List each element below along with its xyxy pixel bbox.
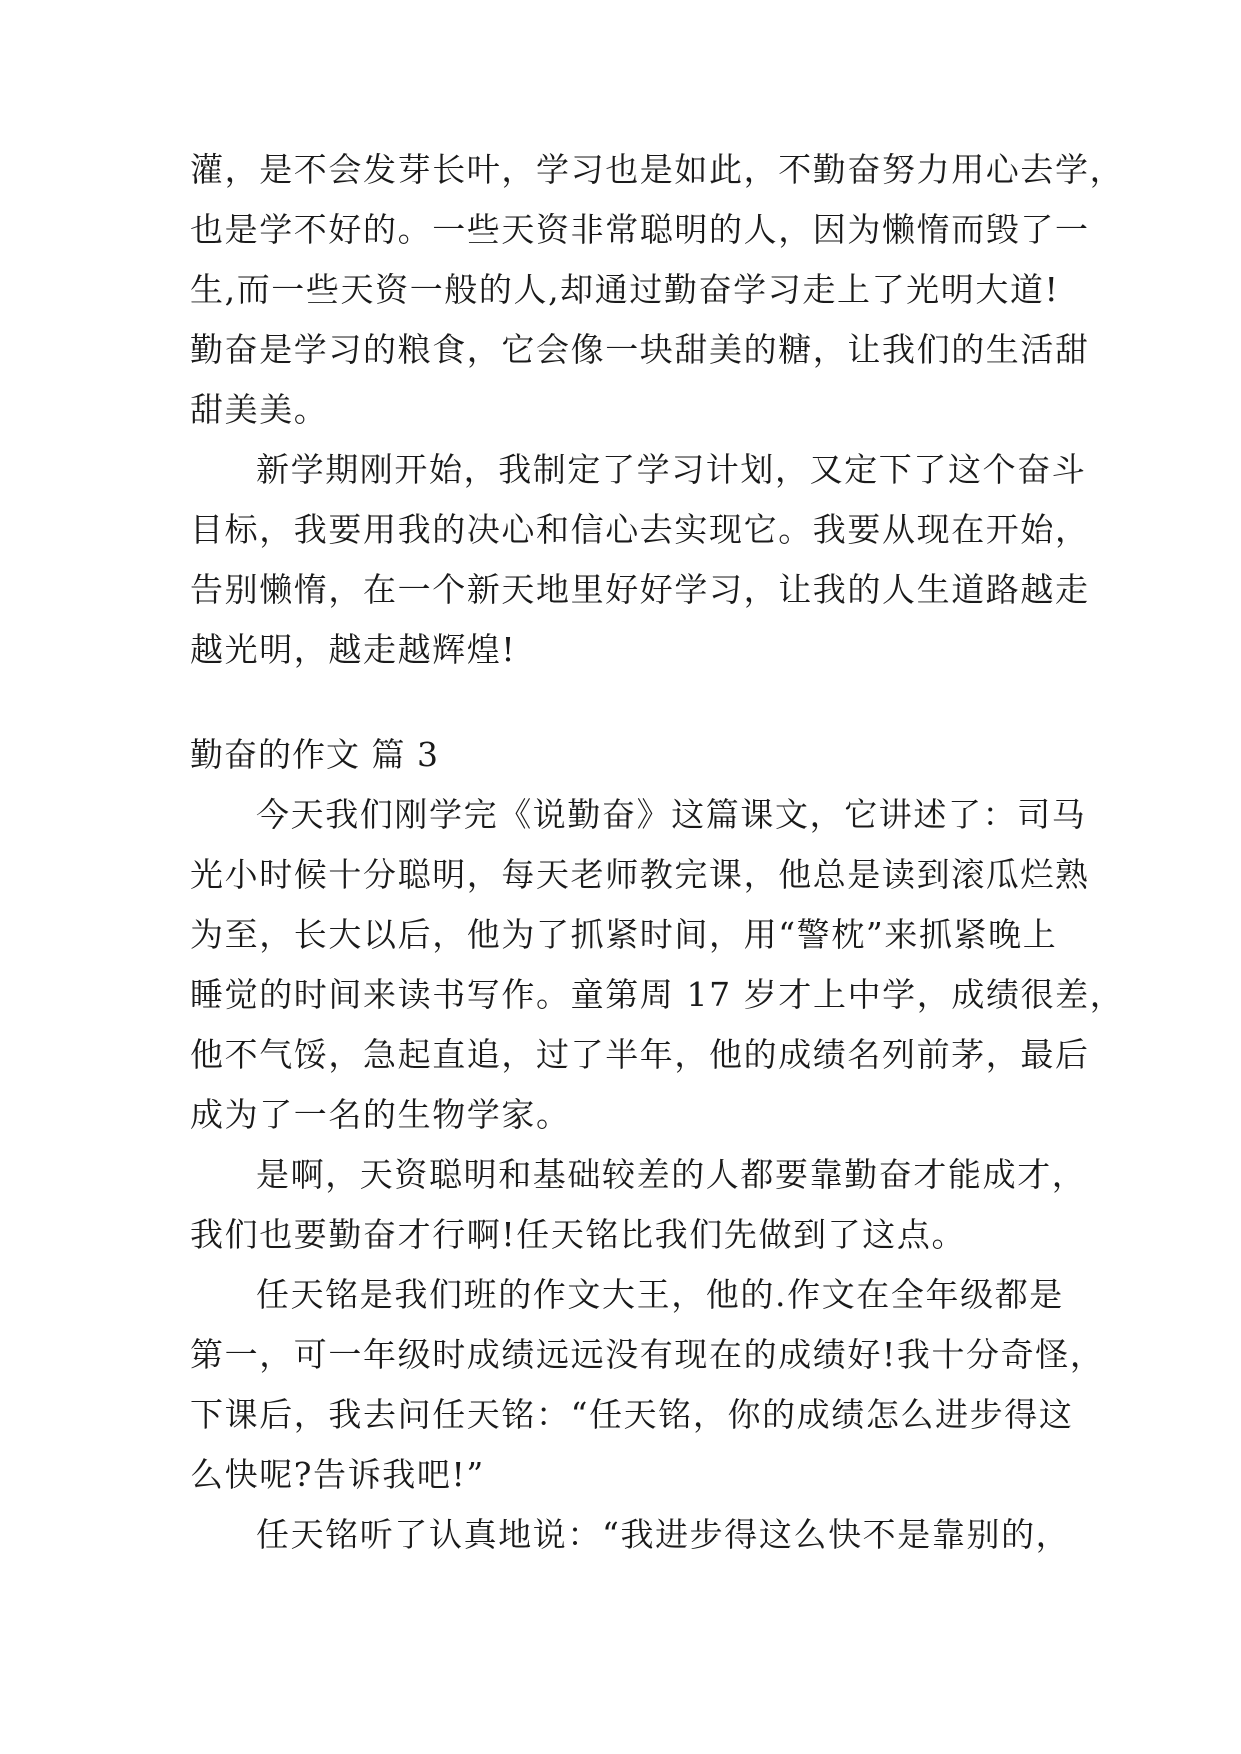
text-line: 睡觉的时间来读书写作。童第周 17 岁才上中学，成绩很差，: [190, 975, 1125, 1014]
text-line: 光小时候十分聪明，每天老师教完课，他总是读到滚瓜烂熟: [190, 855, 1090, 894]
text-line: 生,而一些天资一般的人,却通过勤奋学习走上了光明大道!: [190, 270, 1060, 309]
text-line: 为至，长大以后，他为了抓紧时间，用“警枕”来抓紧晚上: [190, 915, 1058, 954]
text-line: 也是学不好的。一些天资非常聪明的人，因为懒惰而毁了一: [190, 210, 1090, 249]
text-line: 告别懒惰，在一个新天地里好好学习，让我的人生道路越走: [190, 570, 1090, 609]
text-line: 我们也要勤奋才行啊!任天铭比我们先做到了这点。: [190, 1215, 967, 1254]
text-line: 甜美美。: [190, 390, 329, 429]
text-line: 目标，我要用我的决心和信心去实现它。我要从现在开始，: [190, 510, 1090, 549]
paragraph-first-line: 任天铭是我们班的作文大王，他的.作文在全年级都是: [256, 1275, 1064, 1314]
text-line: 勤奋是学习的粮食，它会像一块甜美的糖，让我们的生活甜: [190, 330, 1090, 369]
text-line: 他不气馁，急起直追，过了半年，他的成绩名列前茅，最后: [190, 1035, 1090, 1074]
text-line: 么快呢?告诉我吧!”: [190, 1455, 485, 1494]
text-line: 第一，可一年级时成绩远远没有现在的成绩好!我十分奇怪，: [190, 1335, 1105, 1374]
text-line: 越光明，越走越辉煌!: [190, 630, 517, 669]
text-line: 下课后，我去问任天铭：“任天铭，你的成绩怎么进步得这: [190, 1395, 1074, 1434]
section-heading: 勤奋的作文 篇 3: [190, 735, 439, 774]
text-line: 成为了一名的生物学家。: [190, 1095, 571, 1134]
paragraph-first-line: 新学期刚开始，我制定了学习计划，又定下了这个奋斗: [256, 450, 1087, 489]
paragraph-first-line: 是啊，天资聪明和基础较差的人都要靠勤奋才能成才，: [256, 1155, 1087, 1194]
paragraph-first-line: 任天铭听了认真地说：“我进步得这么快不是靠别的，: [256, 1515, 1071, 1554]
paragraph-first-line: 今天我们刚学完《说勤奋》这篇课文，它讲述了：司马: [256, 795, 1087, 834]
text-line: 灌，是不会发芽长叶，学习也是如此，不勤奋努力用心去学，: [190, 150, 1125, 189]
